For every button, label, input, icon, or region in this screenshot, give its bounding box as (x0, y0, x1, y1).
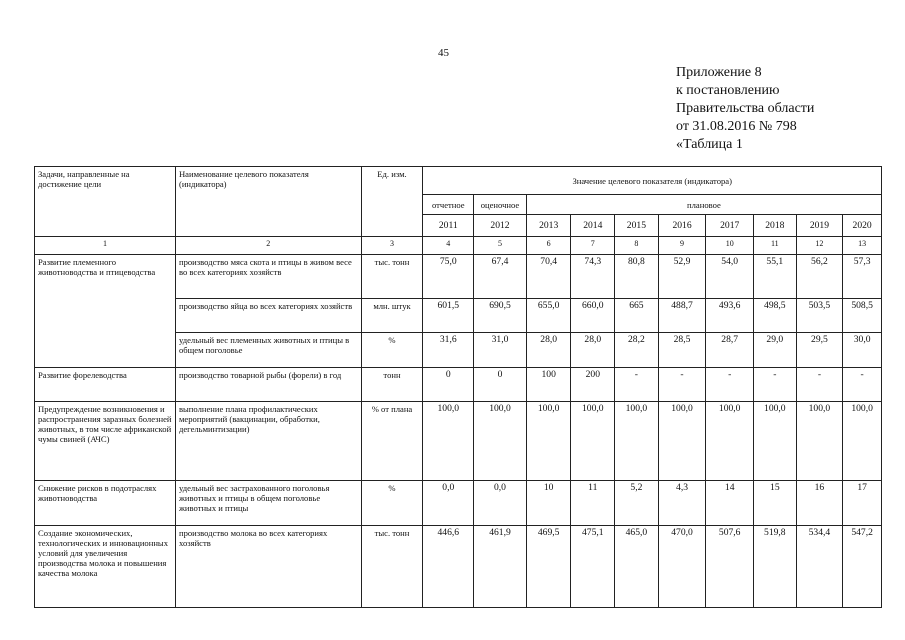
year-cell: 2019 (796, 215, 843, 237)
value-cell: 11 (571, 481, 615, 526)
value-cell: 465,0 (615, 526, 659, 608)
table-row (35, 526, 882, 608)
task-cell: Предупреждение возникновения и распространения заразных болезней животных, в том числе африканской чумы свиней (АЧС) (35, 402, 176, 481)
column-number: 12 (796, 237, 843, 255)
value-cell: 28,7 (706, 333, 754, 368)
appendix-line: Правительства области (676, 101, 815, 116)
column-numbers-row (35, 237, 882, 255)
value-cell: 31,6 (423, 333, 474, 368)
value-cell: 29,0 (754, 333, 797, 368)
table-row (35, 481, 882, 526)
value-cell: 54,0 (706, 255, 754, 299)
value-cell: 15 (754, 481, 797, 526)
value-cell: 29,5 (796, 333, 843, 368)
appendix-line: от 31.08.2016 № 798 (676, 119, 797, 134)
value-cell: 70,4 (526, 255, 571, 299)
value-cell: 100 (526, 368, 571, 402)
header-value-group: Значение целевого показателя (индикатора) (423, 167, 882, 195)
column-number: 10 (706, 237, 754, 255)
indicator-cell: удельный вес племенных животных и птицы в общем поголовье (175, 333, 361, 368)
appendix-line: «Таблица 1 (676, 137, 743, 152)
column-number: 3 (361, 237, 423, 255)
indicator-cell: производство товарной рыбы (форели) в год (175, 368, 361, 402)
appendix-line: Приложение 8 (676, 65, 762, 80)
value-cell: 16 (796, 481, 843, 526)
unit-cell: тонн (361, 368, 423, 402)
value-cell: 475,1 (571, 526, 615, 608)
header-task: Задачи, направленные на достижение цели (35, 167, 176, 237)
value-cell: 56,2 (796, 255, 843, 299)
task-cell: Снижение рисков в подотраслях животноводства (35, 481, 176, 526)
unit-cell: % (361, 333, 423, 368)
year-cell: 2016 (658, 215, 706, 237)
value-cell: 534,4 (796, 526, 843, 608)
value-cell: 4,3 (658, 481, 706, 526)
value-cell: 5,2 (615, 481, 659, 526)
header-indicator: Наименование целевого показателя (индикатора) (175, 167, 361, 237)
indicators-table (34, 166, 882, 608)
indicator-cell: удельный вес застрахованного поголовья животных и птицы в общем поголовье животных и птицы (175, 481, 361, 526)
value-cell: 0 (474, 368, 527, 402)
unit-cell: млн. штук (361, 299, 423, 333)
indicator-cell: производство мяса скота и птицы в живом весе во всех категориях хозяйств (175, 255, 361, 299)
value-cell: 100,0 (423, 402, 474, 481)
value-cell: 28,0 (526, 333, 571, 368)
indicator-cell: производство яйца во всех категориях хозяйств (175, 299, 361, 333)
value-cell: 690,5 (474, 299, 527, 333)
value-cell: 461,9 (474, 526, 527, 608)
unit-cell: тыс. тонн (361, 255, 423, 299)
year-cell: 2015 (615, 215, 659, 237)
year-cell: 2012 (474, 215, 527, 237)
column-number: 1 (35, 237, 176, 255)
value-cell: 28,0 (571, 333, 615, 368)
value-cell: 31,0 (474, 333, 527, 368)
task-cell: Развитие племенного животноводства и птицеводства (35, 255, 176, 368)
table-row (35, 402, 882, 481)
column-number: 5 (474, 237, 527, 255)
column-number: 11 (754, 237, 797, 255)
value-cell: 519,8 (754, 526, 797, 608)
value-cell: - (796, 368, 843, 402)
column-number: 6 (526, 237, 571, 255)
task-cell: Создание экономических, технологических и инновационных условий для увеличения производства молока и повышения качества молока (35, 526, 176, 608)
table-row (35, 368, 882, 402)
value-cell: 80,8 (615, 255, 659, 299)
column-number: 13 (843, 237, 882, 255)
appendix-line: к постановлению (676, 83, 780, 98)
header-estimated: оценочное (474, 195, 527, 215)
value-cell: 10 (526, 481, 571, 526)
indicator-cell: выполнение плана профилактических мероприятий (вакцинации, обработки, дегельминтизации) (175, 402, 361, 481)
value-cell: 14 (706, 481, 754, 526)
value-cell: 660,0 (571, 299, 615, 333)
value-cell: 75,0 (423, 255, 474, 299)
value-cell: - (658, 368, 706, 402)
value-cell: 74,3 (571, 255, 615, 299)
value-cell: 30,0 (843, 333, 882, 368)
unit-cell: тыс. тонн (361, 526, 423, 608)
column-number: 8 (615, 237, 659, 255)
value-cell: 100,0 (754, 402, 797, 481)
value-cell: 100,0 (658, 402, 706, 481)
value-cell: 493,6 (706, 299, 754, 333)
value-cell: 28,2 (615, 333, 659, 368)
column-number: 2 (175, 237, 361, 255)
unit-cell: % от плана (361, 402, 423, 481)
year-cell: 2014 (571, 215, 615, 237)
indicator-cell: производство молока во всех категориях хозяйств (175, 526, 361, 608)
column-number: 7 (571, 237, 615, 255)
value-cell: - (754, 368, 797, 402)
appendix-header (676, 64, 814, 154)
value-cell: 498,5 (754, 299, 797, 333)
task-cell: Развитие форелеводства (35, 368, 176, 402)
value-cell: 470,0 (658, 526, 706, 608)
value-cell: 665 (615, 299, 659, 333)
value-cell: 503,5 (796, 299, 843, 333)
value-cell: 100,0 (615, 402, 659, 481)
value-cell: 57,3 (843, 255, 882, 299)
value-cell: - (615, 368, 659, 402)
page-number: 45 (438, 47, 449, 59)
value-cell: 100,0 (843, 402, 882, 481)
column-number: 9 (658, 237, 706, 255)
header-reported: отчетное (423, 195, 474, 215)
value-cell: 100,0 (526, 402, 571, 481)
table-row (35, 255, 882, 299)
year-cell: 2011 (423, 215, 474, 237)
year-cell: 2018 (754, 215, 797, 237)
column-number: 4 (423, 237, 474, 255)
value-cell: 469,5 (526, 526, 571, 608)
value-cell: - (706, 368, 754, 402)
value-cell: 547,2 (843, 526, 882, 608)
year-cell: 2013 (526, 215, 571, 237)
unit-cell: % (361, 481, 423, 526)
value-cell: 601,5 (423, 299, 474, 333)
value-cell: 508,5 (843, 299, 882, 333)
value-cell: 488,7 (658, 299, 706, 333)
header-planned: плановое (526, 195, 881, 215)
value-cell: 17 (843, 481, 882, 526)
value-cell: 100,0 (474, 402, 527, 481)
value-cell: 100,0 (571, 402, 615, 481)
value-cell: 100,0 (796, 402, 843, 481)
value-cell: 446,6 (423, 526, 474, 608)
header-unit: Ед. изм. (361, 167, 423, 237)
value-cell: 67,4 (474, 255, 527, 299)
value-cell: 507,6 (706, 526, 754, 608)
value-cell: 28,5 (658, 333, 706, 368)
value-cell: 0,0 (423, 481, 474, 526)
value-cell: 200 (571, 368, 615, 402)
value-cell: 52,9 (658, 255, 706, 299)
year-cell: 2020 (843, 215, 882, 237)
year-cell: 2017 (706, 215, 754, 237)
value-cell: 0,0 (474, 481, 527, 526)
value-cell: 100,0 (706, 402, 754, 481)
value-cell: 55,1 (754, 255, 797, 299)
value-cell: 0 (423, 368, 474, 402)
value-cell: - (843, 368, 882, 402)
value-cell: 655,0 (526, 299, 571, 333)
